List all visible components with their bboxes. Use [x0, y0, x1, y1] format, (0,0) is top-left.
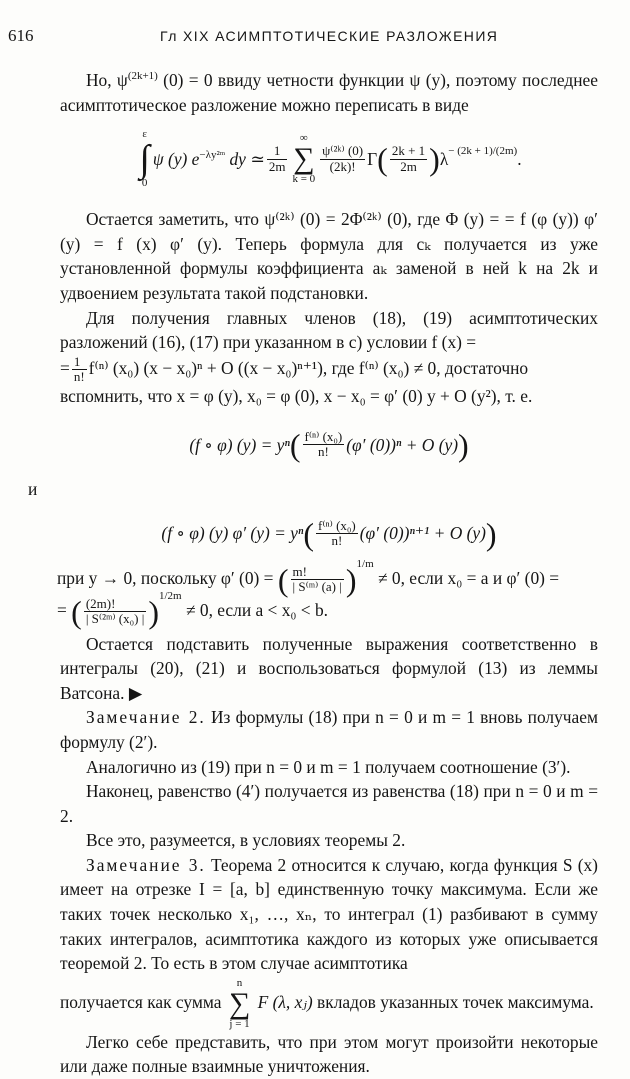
denominator: n!: [331, 533, 343, 549]
remark-2: [60, 705, 598, 754]
paren: ): [148, 593, 159, 630]
numerator: ψ⁽²ᵏ⁾ (0): [322, 143, 364, 159]
text: получается как сумма: [60, 991, 222, 1012]
text: (0) = 0 ввиду четности функции ψ (y), поэтому последнее асимптотическое разложение можно переписать в виде: [60, 70, 598, 115]
paren: ): [429, 141, 440, 178]
paragraph-3a: Для получения главных членов (18), (19) асимптотических разложений (16), (17) при указанном в с) условии f (x) =: [60, 307, 598, 353]
page-number: 616: [8, 26, 34, 45]
remark-3: [60, 853, 598, 976]
numerator: (2m)!: [84, 597, 147, 612]
sigma-symbol: ∑: [293, 142, 315, 176]
paragraph-7: Аналогично из (19) при n = 0 и m = 1 получаем соотношение (3′).: [86, 756, 571, 777]
integral-symbol: ∫: [139, 138, 150, 181]
rest: (φ′ (0))ⁿ⁺¹ + O (y): [359, 523, 486, 544]
paren: ): [458, 426, 469, 463]
fraction-1-2m: [267, 144, 288, 174]
paren: ): [345, 561, 357, 598]
superscript: (2k+1): [127, 70, 158, 83]
sum-term: F (λ, xⱼ): [257, 991, 313, 1012]
denominator: | S⁽ᵐ⁾ (a) |: [292, 579, 342, 595]
denominator: 2m: [400, 158, 417, 174]
paragraph-9: Все это, разумеется, в условиях теоремы 2.: [86, 830, 406, 851]
page-header: [0, 26, 630, 50]
conjunction: и: [28, 478, 38, 499]
lambda-symbol: λ: [439, 148, 449, 169]
paragraph-3b: [60, 355, 598, 385]
integral-lower-limit: 0: [141, 177, 148, 190]
text: при y → 0, поскольку φ′ (0) =: [57, 567, 274, 588]
denominator: n!: [73, 369, 85, 385]
lhs: (f ∘ φ) (y) φ′ (y) = yⁿ: [161, 523, 304, 544]
paragraph-2: Остается заметить, что ψ⁽²ᵏ⁾ (0) = 2Φ⁽²ᵏ⁾ (0), где Φ (y) = = f (φ (y)) φ′ (y) = f (x) φ′ (y). Теперь формула для cₖ получается из уже установленной формулы коэффициента aₖ заменой в ней k на 2k и удвоением результата такой подстановки.: [60, 209, 598, 303]
formula-integral-expansion: ε ∫ 0 ψ (y) e $^{-\lambda y^2ᵐ}$ dy ≃ $\frac{1}{2m}$ ∞ ∑ k = 0 $\frac{\text{ψ⁽²ᵏ⁾ (0)}}{(2k)!}$ Γ ( $\frac{2k + 1}{2m}$ ) λ $^{- (2k + 1)/(2m)}$ .: [139, 128, 522, 190]
text: ≠ 0, если a < x₀ < b.: [185, 599, 328, 620]
fraction-derivative: [303, 430, 345, 460]
numerator: 1: [72, 355, 87, 370]
page-body: [28, 68, 598, 1079]
fraction-derivative: [316, 519, 358, 549]
fraction-2m: [84, 597, 147, 627]
remark-3-sum-line: [60, 978, 598, 1030]
paragraph-4a: [57, 557, 598, 598]
numerator: 1: [267, 144, 288, 159]
paren: (: [71, 593, 82, 630]
fraction-1-n: [72, 355, 87, 385]
paren: (: [377, 141, 388, 178]
remark-label: Замечание 2.: [86, 707, 206, 728]
denominator: 2m: [268, 158, 286, 174]
integral-sign: [139, 129, 149, 189]
sum-lower-limit: j = 1: [229, 1017, 250, 1030]
sum-upper-limit: ∞: [299, 132, 308, 145]
gamma-symbol: Γ: [367, 148, 378, 169]
sigma-symbol: ∑: [228, 986, 251, 1020]
period: .: [517, 148, 522, 169]
text: =: [60, 357, 70, 378]
fraction-m: [291, 565, 344, 595]
formula-composition-derivative: [60, 515, 598, 552]
paragraph-1: [60, 68, 598, 117]
numerator: m!: [291, 565, 344, 580]
text: f⁽ⁿ⁾ (x₀) (x − x₀)ⁿ + O ((x − x₀)ⁿ⁺¹), где f⁽ⁿ⁾ (x₀) ≠ 0, достаточно: [88, 357, 529, 378]
fraction-gamma-arg: [390, 144, 427, 174]
sum-lower-limit: k = 0: [292, 173, 316, 186]
numerator: f⁽ⁿ⁾ (x₀): [318, 517, 356, 533]
exponent: 1/2m: [159, 589, 182, 602]
paragraph-3c: вспомнить, что x = φ (y), x₀ = φ (0), x − x₀ = φ′ (0) y + O (y²), т. е.: [60, 386, 533, 407]
sum-upper-limit: n: [236, 976, 243, 989]
text: ≠ 0, если x₀ = a и φ′ (0) =: [378, 567, 560, 588]
remark-text: Теорема 2 относится к случаю, когда функция S (x) имеет на отрезке I = [a, b] единственную точку максимума. Если же таких точек несколько x₁, …, xₙ, то интеграл (1) разбивают в сумму таких интегралов, асимптотика каждого из которых уже описывается теоремой 2. То есть в этом случае асимптотика: [60, 854, 598, 974]
fraction-term: [320, 144, 365, 174]
denominator: | S⁽²ᵐ⁾ (x₀) |: [85, 611, 145, 627]
sum-sign: [292, 133, 315, 185]
denominator: (2k)!: [329, 158, 356, 174]
paren: ): [485, 515, 497, 552]
paragraph-11: Легко себе представить, что при этом могут произойти некоторые или даже полные взаимные уничтожения.: [60, 1031, 598, 1077]
exponent: 1/m: [356, 557, 374, 570]
remark-text: Из формулы (18) при n = 0 и m = 1 вновь получаем формулу (2′).: [60, 707, 598, 752]
paragraph-5: Остается подставить полученные выражения соответственно в интегралы (20), (21) и воспользоваться формулой (13) из леммы Ватсона. ▶: [60, 633, 598, 703]
formula-composition: [60, 426, 598, 463]
paragraph-4b: [57, 589, 598, 630]
text: Но, ψ: [86, 70, 128, 90]
lhs: (f ∘ φ) (y) = yⁿ: [189, 434, 290, 455]
text: вкладов указанных точек максимума.: [317, 991, 594, 1012]
rest: (φ′ (0))ⁿ + O (y): [346, 434, 459, 455]
numerator: f⁽ⁿ⁾ (x₀): [304, 429, 343, 445]
running-title: Гл XIX АСИМПТОТИЧЕСКИЕ РАЗЛОЖЕНИЯ: [160, 28, 499, 44]
remark-label: Замечание 3.: [86, 854, 206, 875]
text: =: [57, 599, 67, 620]
numerator: 2k + 1: [391, 143, 426, 159]
differential: dy ≃: [229, 148, 265, 169]
sum-sign: [229, 978, 250, 1030]
denominator: n!: [317, 444, 329, 460]
paren: (: [277, 561, 289, 598]
integrand: ψ (y) e: [152, 148, 200, 169]
paren: (: [303, 515, 315, 552]
integral-upper-limit: ε: [142, 128, 147, 141]
paren: (: [289, 426, 301, 463]
paragraph-8: Наконец, равенство (4′) получается из равенства (18) при n = 0 и m = 2.: [60, 781, 598, 826]
